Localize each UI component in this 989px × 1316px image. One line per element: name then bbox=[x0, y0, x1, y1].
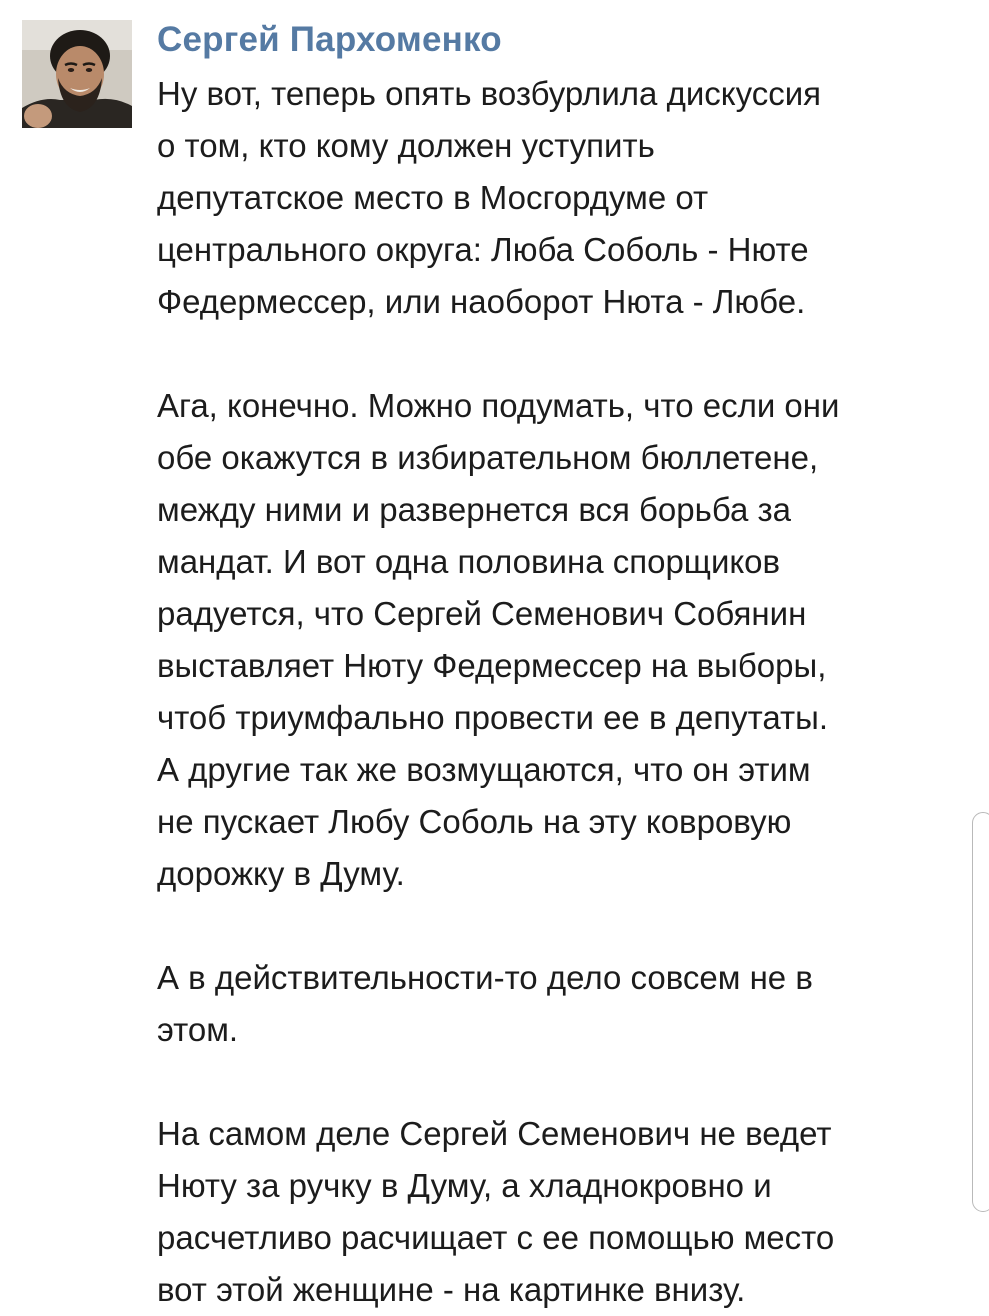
text-line: выставляет Нюту Федермессер на выборы, bbox=[157, 647, 827, 684]
text-line: Федермессер, или наоборот Нюта - Любе. bbox=[157, 283, 806, 320]
text-line: На самом деле Сергей Семенович не ведет bbox=[157, 1115, 832, 1152]
post-paragraph bbox=[157, 1108, 972, 1316]
post-text bbox=[157, 68, 972, 1316]
author-avatar[interactable] bbox=[22, 20, 132, 128]
text-line: центрального округа: Люба Соболь - Нюте bbox=[157, 231, 809, 268]
scrollbar[interactable] bbox=[972, 812, 989, 1212]
text-line: А в действительности-то дело совсем не в bbox=[157, 959, 813, 996]
text-line: депутатское место в Мосгордуме от bbox=[157, 179, 709, 216]
text-line: А другие так же возмущаются, что он этим bbox=[157, 751, 811, 788]
author-name[interactable]: Сергей Пархоменко bbox=[157, 20, 502, 59]
text-line: Нюту за ручку в Думу, а хладнокровно и bbox=[157, 1167, 772, 1204]
text-line: радуется, что Сергей Семенович Собянин bbox=[157, 595, 807, 632]
post-paragraph bbox=[157, 68, 972, 328]
text-line: Ну вот, теперь опять возбурлила дискуссия bbox=[157, 75, 822, 112]
text-line: между ними и развернется вся борьба за bbox=[157, 491, 791, 528]
text-line: вот этой женщине - на картинке внизу. bbox=[157, 1271, 746, 1308]
text-line: чтоб триумфально провести ее в депутаты. bbox=[157, 699, 829, 736]
author-photo-icon bbox=[22, 20, 132, 128]
text-line: дорожку в Думу. bbox=[157, 855, 405, 892]
text-line: этом. bbox=[157, 1011, 239, 1048]
text-line: расчетливо расчищает с ее помощью место bbox=[157, 1219, 835, 1256]
text-line: о том, кто кому должен уступить bbox=[157, 127, 655, 164]
text-line: не пускает Любу Соболь на эту ковровую bbox=[157, 803, 792, 840]
text-line: обе окажутся в избирательном бюллетене, bbox=[157, 439, 819, 476]
post-paragraph bbox=[157, 380, 972, 900]
text-line: мандат. И вот одна половина спорщиков bbox=[157, 543, 781, 580]
post-paragraph bbox=[157, 952, 972, 1056]
text-line: Ага, конечно. Можно подумать, что если они bbox=[157, 387, 840, 424]
